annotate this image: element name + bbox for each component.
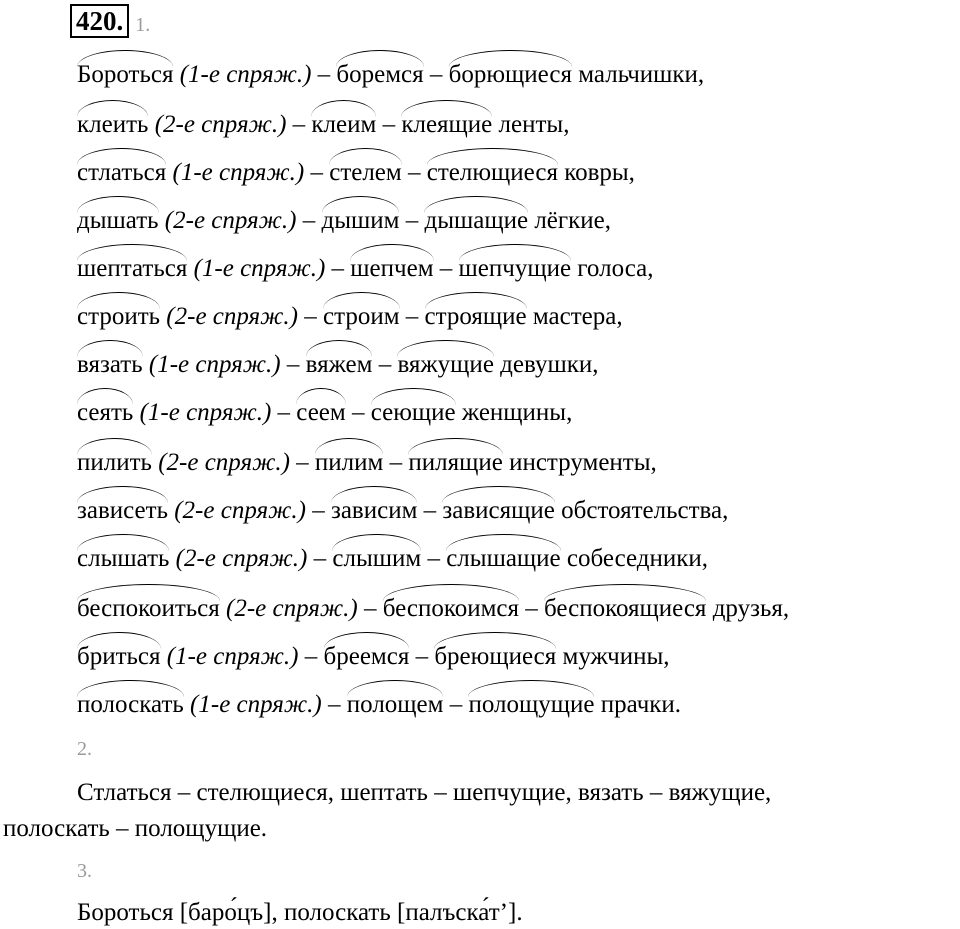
verb-form: строим xyxy=(323,303,400,330)
participle: слышащие xyxy=(446,545,561,572)
conjugation-row xyxy=(77,448,657,478)
dash: – xyxy=(310,159,323,186)
dash: – xyxy=(407,159,421,186)
participle: дышащие xyxy=(424,207,529,234)
dash: – xyxy=(286,351,300,378)
verb-form: сеем xyxy=(296,399,346,426)
conjugation-label: (1-е спряж.) xyxy=(190,691,322,718)
infinitive: стлаться xyxy=(77,159,167,186)
noun: женщины, xyxy=(461,399,573,426)
conjugation-row xyxy=(77,60,704,90)
conjugation-row xyxy=(77,110,569,140)
exercise-number: 420. xyxy=(70,4,129,38)
infinitive: пилить xyxy=(77,449,152,476)
conjugation-label: (2-е спряж.) xyxy=(175,545,308,572)
conjugation-row xyxy=(77,496,728,526)
verb-form: шепчем xyxy=(350,255,434,282)
participle: стелющиеся xyxy=(426,159,558,186)
noun: обстоятельства, xyxy=(561,497,729,524)
noun: лёгкие, xyxy=(534,207,612,234)
infinitive: слышать xyxy=(77,545,170,572)
participle: вяжущие xyxy=(397,351,494,378)
section-2-line-1: Стлаться – стелющиеся, шептать – шепчущие, вязать – вяжущие, xyxy=(77,779,772,806)
dash: – xyxy=(296,449,309,476)
noun: ковры, xyxy=(564,159,635,186)
dash: – xyxy=(363,595,377,622)
dash: – xyxy=(351,399,365,426)
conjugation-label: (2-е спряж.) xyxy=(174,497,306,524)
verb-form: пилим xyxy=(314,449,384,476)
conjugation-row xyxy=(77,594,789,624)
conjugation-label: (2-е спряж.) xyxy=(154,111,287,138)
dash: – xyxy=(427,545,440,572)
verb-form: боремся xyxy=(336,61,424,88)
dash: – xyxy=(292,111,306,138)
noun: собеседники, xyxy=(566,545,709,572)
verb-form: вяжем xyxy=(305,351,373,378)
dash: – xyxy=(423,497,437,524)
infinitive: клеить xyxy=(77,111,149,138)
verb-form: зависим xyxy=(330,497,418,524)
conjugation-row xyxy=(77,544,708,574)
dash: – xyxy=(525,595,538,622)
section-3-label: 3. xyxy=(77,860,92,882)
infinitive: вязать xyxy=(77,351,143,378)
conjugation-row xyxy=(77,254,653,284)
noun: ленты, xyxy=(498,111,570,138)
dash: – xyxy=(317,61,331,88)
noun: друзья, xyxy=(712,595,790,622)
infinitive: строить xyxy=(77,303,161,330)
noun: мальчишки, xyxy=(578,61,705,88)
conjugation-label: (1-е спряж.) xyxy=(179,61,312,88)
conjugation-label: (1-е спряж.) xyxy=(148,351,281,378)
noun: инструменты, xyxy=(509,449,657,476)
verb-form: беспокоимся xyxy=(382,595,519,622)
dash: – xyxy=(277,399,291,426)
conjugation-row xyxy=(77,690,681,720)
dash: – xyxy=(328,691,341,718)
exercise-header xyxy=(70,4,150,38)
conjugation-label: (2-е спряж.) xyxy=(226,595,358,622)
noun: прачки. xyxy=(600,691,682,718)
conjugation-label: (1-е спряж.) xyxy=(172,159,305,186)
verb-form: стелем xyxy=(329,159,402,186)
verb-form: дышим xyxy=(321,207,400,234)
infinitive: зависеть xyxy=(77,497,168,524)
infinitive: полоскать xyxy=(77,691,184,718)
infinitive: шептаться xyxy=(77,255,188,282)
noun: голоса, xyxy=(577,255,654,282)
dash: – xyxy=(382,111,396,138)
participle: строящие xyxy=(424,303,527,330)
conjugation-label: (1-е спряж.) xyxy=(193,255,326,282)
conjugation-label: (2-е спряж.) xyxy=(164,207,297,234)
conjugation-row xyxy=(77,642,670,672)
section-2-line-2: полоскать – полощущие. xyxy=(3,815,268,842)
verb-form: бреемся xyxy=(323,643,410,670)
dash: – xyxy=(312,497,325,524)
dash: – xyxy=(439,255,453,282)
dash: – xyxy=(378,351,392,378)
dash: – xyxy=(331,255,345,282)
section-1-label: 1. xyxy=(135,14,151,36)
infinitive: Бороться xyxy=(77,61,174,88)
dash: – xyxy=(304,303,317,330)
verb-form: клеим xyxy=(311,111,377,138)
verb-form: слышим xyxy=(332,545,422,572)
conjugation-row xyxy=(77,206,611,236)
section-3-line-1: Бороться [баро́цъ], полоскать [палъска́т’]. xyxy=(77,899,523,926)
participle: полощущие xyxy=(468,691,595,718)
participle: зависящие xyxy=(442,497,555,524)
noun: мастера, xyxy=(532,303,623,330)
participle: сеющие xyxy=(370,399,456,426)
dash: – xyxy=(405,303,419,330)
noun: девушки, xyxy=(500,351,599,378)
noun: мужчины, xyxy=(562,643,670,670)
infinitive: дышать xyxy=(77,207,159,234)
infinitive: сеять xyxy=(77,399,134,426)
conjugation-label: (2-е спряж.) xyxy=(158,449,290,476)
participle: пилящие xyxy=(408,449,503,476)
conjugation-label: (2-е спряж.) xyxy=(166,303,299,330)
dash: – xyxy=(415,643,429,670)
participle: шепчущие xyxy=(458,255,572,282)
verb-form: полощем xyxy=(346,691,444,718)
dash: – xyxy=(405,207,419,234)
section-2-label: 2. xyxy=(77,738,92,760)
conjugation-label: (1-е спряж.) xyxy=(139,399,272,426)
conjugation-row xyxy=(77,350,598,380)
infinitive: бриться xyxy=(77,643,161,670)
dash: – xyxy=(302,207,316,234)
conjugation-row xyxy=(77,398,572,428)
dash: – xyxy=(429,61,443,88)
dash: – xyxy=(304,643,318,670)
conjugation-row xyxy=(77,158,635,188)
infinitive: беспокоиться xyxy=(77,595,220,622)
participle: клеящие xyxy=(401,111,493,138)
participle: бреющиеся xyxy=(434,643,557,670)
dash: – xyxy=(389,449,403,476)
dash: – xyxy=(449,691,463,718)
dash: – xyxy=(313,545,327,572)
participle: беспокоящиеся xyxy=(544,595,707,622)
conjugation-label: (1-е спряж.) xyxy=(166,643,299,670)
conjugation-row xyxy=(77,302,623,332)
participle: борющиеся xyxy=(448,61,572,88)
